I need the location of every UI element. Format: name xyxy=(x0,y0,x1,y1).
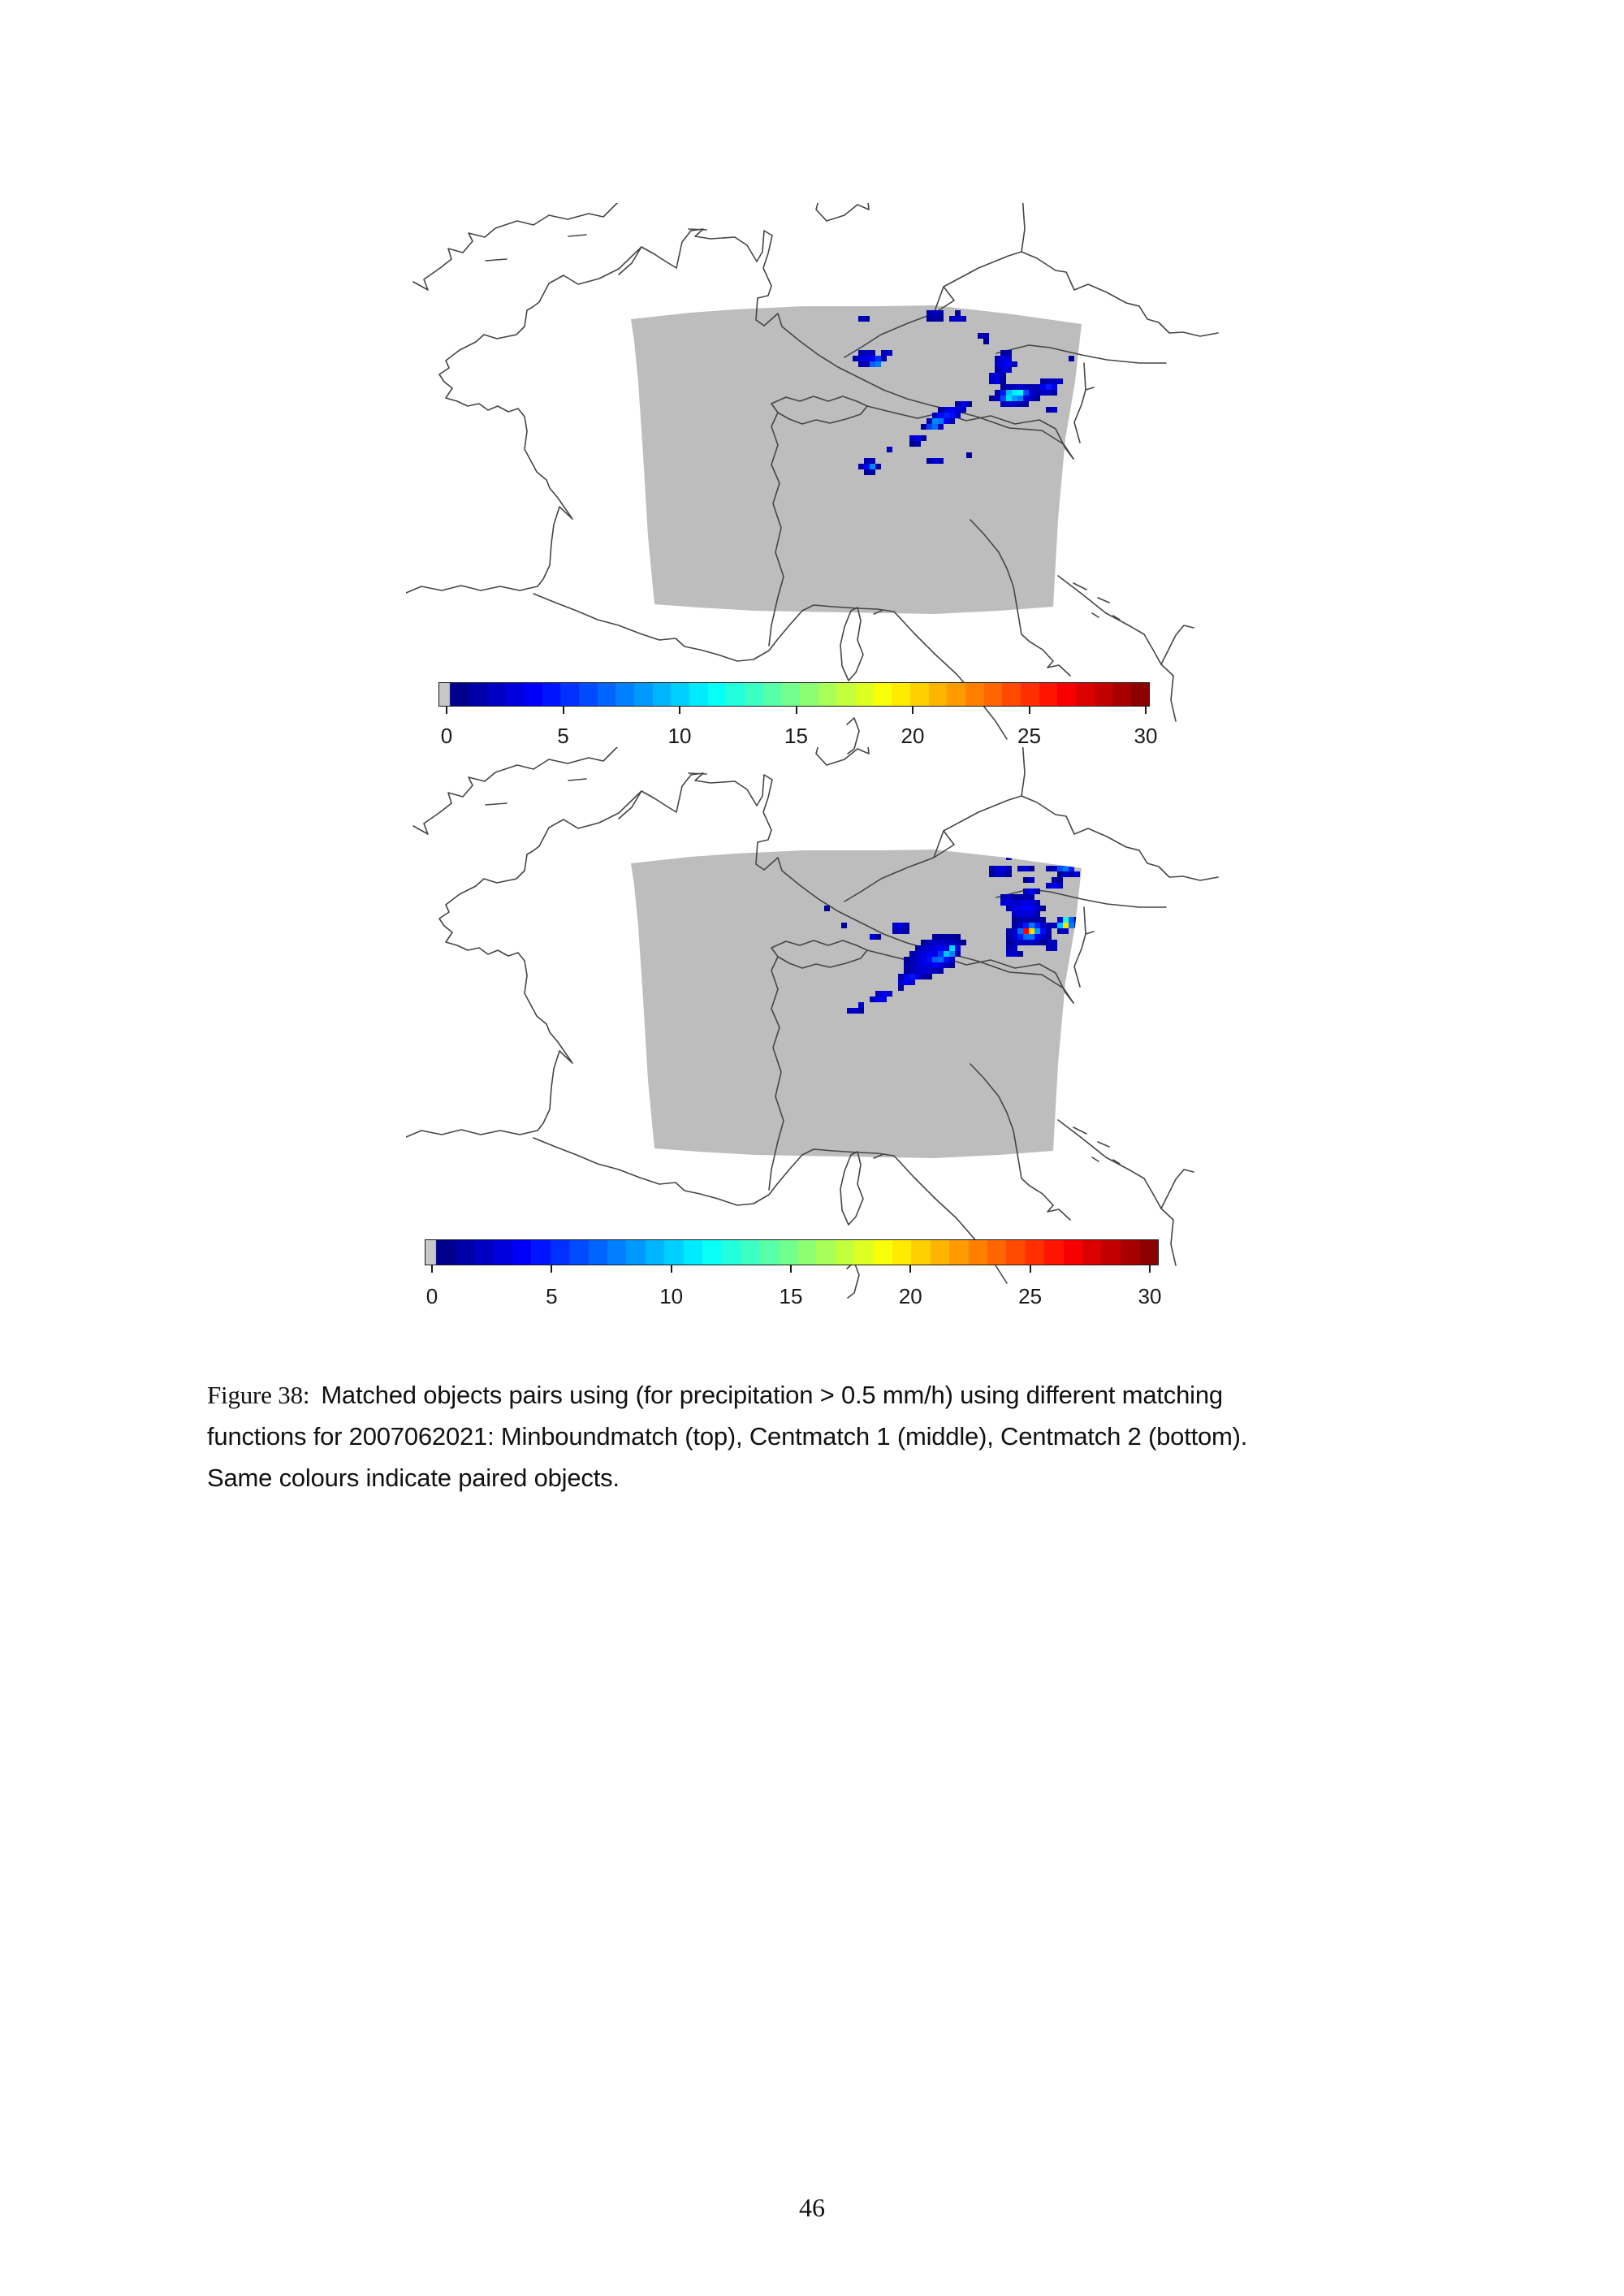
caption-text: Matched objects pairs using (for precipitation > 0.5 mm/h) using different matching xyxy=(321,1381,1223,1409)
colorbar-tick-label: 20 xyxy=(901,724,925,748)
colorbar-tick-label: 0 xyxy=(425,1284,438,1308)
colorbar-tick xyxy=(1145,707,1147,714)
colorbar-tick-label: 15 xyxy=(784,724,808,748)
colorbar-tick-label: 20 xyxy=(898,1284,922,1308)
colorbar-tick-label: 30 xyxy=(1138,1284,1162,1308)
colorbar-tick xyxy=(790,1265,792,1273)
colorbar-tick xyxy=(912,707,914,714)
colorbar-tick-label: 25 xyxy=(1017,724,1041,748)
colorbar-top xyxy=(438,682,1158,748)
colorbar-gradient xyxy=(438,682,1150,707)
colorbar-tick-label: 15 xyxy=(779,1284,803,1308)
caption-line: functions for 2007062021: Minboundmatch (top), Centmatch 1 (middle), Centmatch 2 (bottom). xyxy=(207,1422,1248,1451)
figure-caption xyxy=(207,1374,1417,1498)
precip-objects-canvas-middle xyxy=(631,849,1097,1167)
colorbar-tick-label: 30 xyxy=(1134,724,1158,748)
colorbar-tick-label: 5 xyxy=(557,724,569,748)
colorbar-tick-label: 5 xyxy=(546,1284,558,1308)
caption-line xyxy=(207,1374,1417,1416)
colorbar-tick xyxy=(671,1265,672,1273)
colorbar-tick xyxy=(909,1265,911,1273)
page-number: 46 xyxy=(799,2193,825,2222)
colorbar-tick-label: 10 xyxy=(659,1284,684,1308)
colorbar-tick xyxy=(446,707,447,714)
colorbar-tick-label: 10 xyxy=(667,724,692,748)
colorbar-tick xyxy=(1030,1265,1031,1273)
colorbar-tick xyxy=(1149,1265,1151,1273)
colorbar-tick xyxy=(563,707,564,714)
colorbar-tick-label: 0 xyxy=(440,724,453,748)
colorbar-tick xyxy=(551,1265,552,1273)
colorbar-tick xyxy=(679,707,680,714)
colorbar-middle xyxy=(425,1239,1162,1308)
colorbar-tick xyxy=(796,707,797,714)
colorbar-tick-label: 25 xyxy=(1018,1284,1043,1308)
colorbar-gradient xyxy=(425,1239,1159,1265)
caption-figure-label: Figure 38: xyxy=(207,1381,310,1409)
precip-objects-canvas-top xyxy=(631,305,1097,623)
colorbar-tick xyxy=(431,1265,433,1273)
caption-line: Same colours indicate paired objects. xyxy=(207,1464,620,1492)
colorbar-tick xyxy=(1029,707,1030,714)
